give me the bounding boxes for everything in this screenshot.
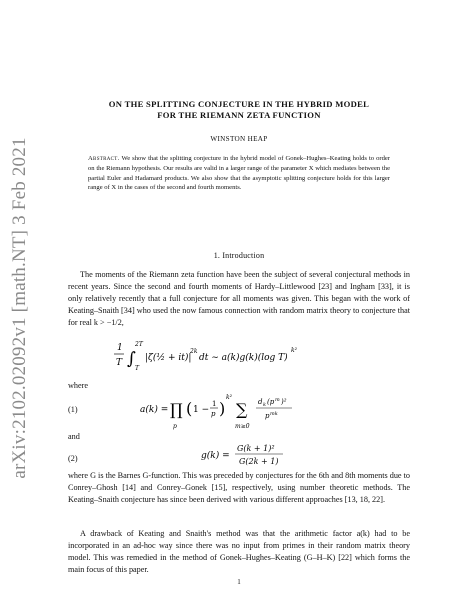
title-line-2: FOR THE RIEMANN ZETA FUNCTION [157, 110, 321, 120]
svg-text:2k: 2k [190, 348, 198, 355]
svg-text:p: p [173, 423, 177, 430]
svg-text:m≥0: m≥0 [235, 423, 250, 430]
abstract-text: We show that the splitting conjecture in the hybrid model of Gonek–Hughes–Keating holds to order on the Riemann hypothesis. Our results are valid in a larger range of the parameter X which mediates between the partial Euler and Hadamard products. We also show that the asymptotic splitting conjecture holds for this larger range of X in the cases of the second and fourth moments. [88, 155, 391, 192]
svg-text:)²: )² [281, 398, 287, 406]
paper-title [68, 99, 410, 121]
post-equation-paragraph: where G is the Barnes G-function. This was preceded by conjectures for the 6th and 8th moments due to Conrey–Ghosh [14] and Conrey–Gonek [15], respectively, using number theoretic methods. The Keating–Snaith conjecture has since been derived with various different approaches [13, 18, 22]. [68, 471, 410, 504]
barnes-g-equation [201, 440, 341, 470]
moment-conjecture-equation [113, 337, 373, 377]
svg-text:1: 1 [117, 343, 123, 353]
svg-text:2T: 2T [135, 341, 143, 348]
drawback-paragraph: A drawback of Keating and Snaith's method was that the arithmetic factor a(k) had to be incorporated in an ad-hoc way since there was no input from primes in their random matrix theory model. This was remedied in the method of Gonek–Hughes–Keating (G–H–K) [22] which forms the main focus of this paper. [68, 529, 410, 574]
svg-text:T: T [135, 365, 140, 372]
svg-text:G(2k + 1): G(2k + 1) [239, 457, 279, 466]
abstract-label: Abstract. [88, 155, 120, 162]
svg-text:a(k) =: a(k) = [140, 405, 169, 415]
svg-text:): ) [219, 399, 226, 418]
svg-text:k: k [263, 402, 267, 408]
svg-text:dt ∼ a(k)g(k)(log T): dt ∼ a(k)g(k)(log T) [199, 353, 288, 363]
page-number: 1 [237, 578, 241, 586]
svg-text:(: ( [186, 399, 193, 418]
svg-text:T: T [116, 358, 123, 368]
svg-text:∏: ∏ [170, 400, 183, 419]
svg-text:(p: (p [267, 398, 275, 406]
and-label: and [68, 432, 80, 441]
svg-text:mk: mk [270, 411, 278, 417]
svg-text:d: d [258, 398, 263, 406]
equation-1-number: (1) [68, 405, 78, 414]
title-line-1: ON THE SPLITTING CONJECTURE IN THE HYBRID MODEL [108, 99, 370, 109]
equation-2-number: (2) [68, 454, 78, 463]
svg-text:m: m [275, 397, 280, 403]
svg-text:1 −: 1 − [193, 405, 210, 415]
author-name: WINSTON HEAP [210, 135, 268, 143]
svg-text:p: p [265, 412, 270, 420]
svg-text:1: 1 [212, 400, 217, 408]
svg-text:|ζ(½ + it)|: |ζ(½ + it)| [145, 353, 192, 363]
svg-text:p: p [211, 410, 216, 418]
abstract [88, 154, 390, 193]
svg-text:g(k) =: g(k) = [201, 451, 230, 461]
svg-text:k²: k² [291, 347, 298, 354]
arithmetic-factor-equation [140, 388, 380, 432]
arxiv-identifier [8, 118, 32, 498]
where-label-1: where [68, 381, 89, 390]
svg-text:∑: ∑ [236, 400, 248, 419]
svg-text:k²: k² [226, 394, 233, 401]
svg-text:∫: ∫ [127, 349, 136, 369]
section-heading: 1. Introduction [213, 251, 265, 260]
svg-text:G(k + 1)²: G(k + 1)² [237, 444, 275, 453]
arxiv-identifier-text: arXiv:2102.02092v1 [math.NT] 3 Feb 2021 [9, 137, 30, 479]
intro-paragraph: The moments of the Riemann zeta function have been the subject of several conjectural methods in recent years. Since the second and fourth moments of Hardy–Littlewood [23] and Ingham [33], it is only relatively recently that a full conjecture for all moments was given. This began with the work of Keating–Snaith [34] who used the now famous connection with random matrix theory to conjecture that for real k > −1/2, [68, 270, 410, 327]
